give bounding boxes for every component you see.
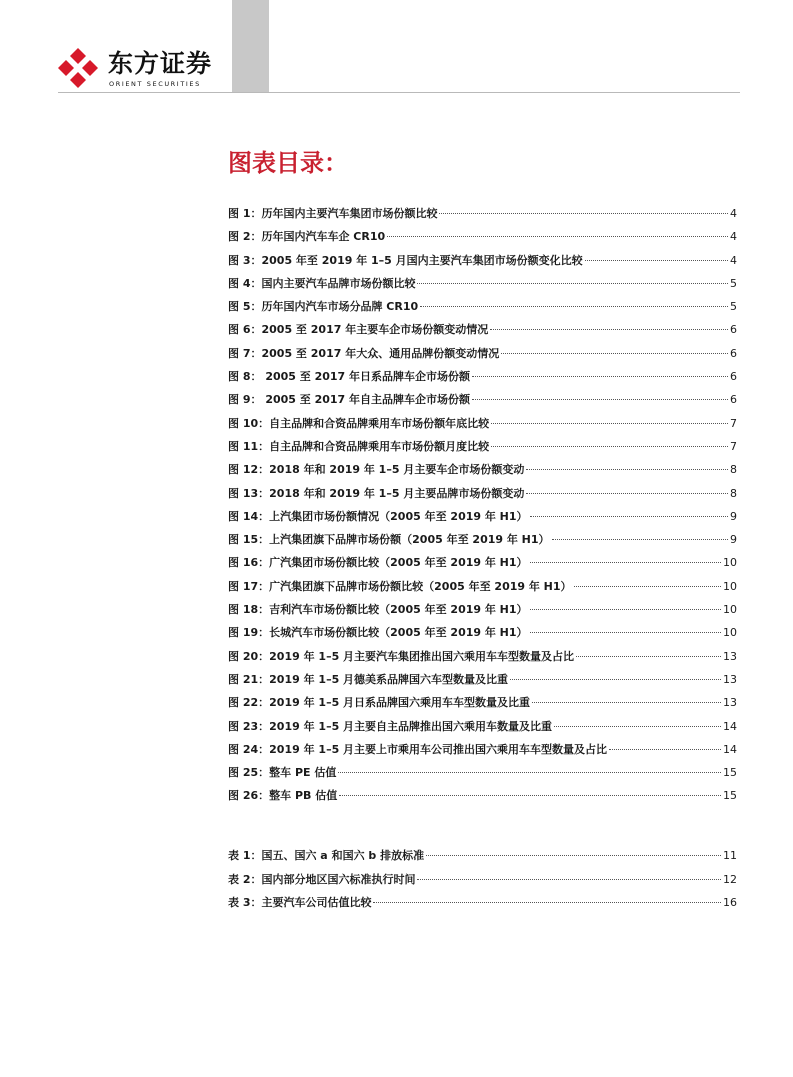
toc-title: 图表目录： [228,149,348,177]
toc-page-number: 10 [723,603,737,617]
toc-entry-label: 图 21：2019 年 1–5 月德美系品牌国六车型数量及比重 [228,672,509,686]
toc-entry-label: 图 20：2019 年 1–5 月主要汽车集团推出国六乘用车车型数量及占比 [228,649,575,663]
figure-toc-entry[interactable] [228,412,737,435]
figure-toc-entry[interactable] [228,784,737,807]
logo-petal-top [70,48,86,64]
toc-entry-label: 图 23：2019 年 1–5 月主要自主品牌推出国六乘用车数量及比重 [228,719,553,733]
figure-toc-entry[interactable] [228,272,737,295]
toc-entry-label: 图 26：整车 PB 估值 [228,789,338,803]
toc-dot-leader [532,702,721,703]
toc-page-number: 4 [730,230,737,244]
figure-toc-entry[interactable] [228,691,737,714]
toc-dot-leader [426,855,721,856]
toc-dot-leader [526,469,728,470]
figure-toc-entry[interactable] [228,575,737,598]
toc-entry-label: 图 19：长城汽车市场份额比较（2005 年至 2019 年 H1） [228,626,528,640]
toc-page-number: 5 [730,276,737,290]
toc-page-number: 13 [723,649,737,663]
toc-page-number: 12 [723,872,737,886]
figure-toc-entry[interactable] [228,202,737,225]
figure-toc-entry[interactable] [228,295,737,318]
toc-dot-leader [530,609,721,610]
toc-entry-label: 图 2：历年国内汽车车企 CR10 [228,230,386,244]
logo-petal-right [82,60,98,76]
toc-dot-leader [501,353,728,354]
figure-toc-entry[interactable] [228,528,737,551]
toc-entry-label: 图 1：历年国内主要汽车集团市场份额比较 [228,207,438,220]
toc-page-number: 11 [723,849,737,862]
toc-entry-label: 图 10：自主品牌和合资品牌乘用车市场份额年底比较 [228,416,490,430]
toc-page-number: 6 [730,370,737,384]
toc-entry-label: 图 22：2019 年 1–5 月日系品牌国六乘用车车型数量及比重 [228,696,531,710]
toc-page-number: 14 [723,742,737,756]
toc-page-number: 6 [730,323,737,337]
toc-dot-leader [585,260,728,261]
header-divider [58,92,740,93]
toc-dot-leader [576,656,721,657]
toc-entry-label: 图 24：2019 年 1–5 月主要上市乘用车公司推出国六乘用车车型数量及占比 [228,742,608,756]
toc-dot-leader [490,329,728,330]
toc-entry-label: 图 9： 2005 至 2017 年自主品牌车企市场份额 [228,393,471,407]
table-toc-entry[interactable] [228,844,737,868]
toc-page-number: 5 [730,300,737,314]
toc-page-number: 4 [730,253,737,267]
toc-dot-leader [417,283,728,284]
figure-list [228,202,737,808]
toc-dot-leader [554,726,721,727]
toc-entry-label: 图 6：2005 至 2017 年主要车企市场份额变动情况 [228,323,489,337]
toc-dot-leader [491,423,728,424]
toc-dot-leader [510,679,721,680]
toc-entry-label: 表 1：国五、国六 a 和国六 b 排放标准 [228,849,425,862]
toc-entry-label: 图 16：广汽集团市场份额比较（2005 年至 2019 年 H1） [228,556,528,570]
figure-toc-entry[interactable] [228,598,737,621]
toc-page-number: 15 [723,789,737,803]
toc-dot-leader [339,795,721,796]
toc-page-number: 6 [730,346,737,360]
logo-petal-bottom [70,72,86,88]
toc-dot-leader [439,213,728,214]
toc-page-number: 16 [723,896,737,909]
toc-page-number: 7 [730,416,737,430]
toc-dot-leader [526,493,728,494]
brand-subtitle: ORIENT SECURITIES [109,80,201,88]
toc-entry-label: 图 8： 2005 至 2017 年日系品牌车企市场份额 [228,370,471,384]
figure-toc-entry[interactable] [228,668,737,691]
table-toc-entry[interactable] [228,868,737,892]
toc-dot-leader [609,749,721,750]
toc-dot-leader [472,376,728,377]
toc-dot-leader [373,902,721,903]
logo-petal-left [58,60,74,76]
toc-page-number: 6 [730,393,737,407]
toc-dot-leader [472,399,728,400]
toc-entry-label: 图 25：整车 PE 估值 [228,766,337,780]
toc-entry-label: 图 13：2018 年和 2019 年 1–5 月主要品牌市场份额变动 [228,486,525,500]
toc-entry-label: 图 12：2018 年和 2019 年 1–5 月主要车企市场份额变动 [228,463,525,477]
toc-page-number: 7 [730,439,737,453]
figure-toc-entry[interactable] [228,388,737,411]
toc-entry-label: 图 15：上汽集团旗下品牌市场份额（2005 年至 2019 年 H1） [228,533,550,547]
orient-securities-logo-icon [56,46,100,90]
toc-dot-leader [530,516,728,517]
toc-dot-leader [574,586,721,587]
toc-page-number: 10 [723,579,737,593]
toc-entry-label: 图 5：历年国内汽车市场分品牌 CR10 [228,300,419,314]
toc-page-number: 10 [723,556,737,570]
toc-page-number: 15 [723,766,737,780]
toc-page-number: 14 [723,719,737,733]
toc-dot-leader [530,562,721,563]
header-gray-block [232,0,269,92]
toc-entry-label: 图 17：广汽集团旗下品牌市场份额比较（2005 年至 2019 年 H1） [228,579,572,593]
toc-entry-label: 图 7：2005 至 2017 年大众、通用品牌份额变动情况 [228,346,500,360]
toc-page-number: 10 [723,626,737,640]
figure-toc-entry[interactable] [228,715,737,738]
figure-toc-entry[interactable] [228,365,737,388]
toc-page-number: 9 [730,533,737,547]
toc-dot-leader [552,539,728,540]
toc-dot-leader [491,446,728,447]
toc-entry-label: 表 2：国内部分地区国六标准执行时间 [228,872,416,886]
toc-entry-label: 表 3：主要汽车公司估值比较 [228,896,372,909]
toc-dot-leader [417,879,721,880]
figure-toc-entry[interactable] [228,225,737,248]
toc-entry-label: 图 18：吉利汽车市场份额比较（2005 年至 2019 年 H1） [228,603,528,617]
toc-dot-leader [387,236,728,237]
figure-toc-entry[interactable] [228,645,737,668]
figure-toc-entry[interactable] [228,621,737,644]
toc-page-number: 8 [730,463,737,477]
table-list [228,844,737,915]
toc-entry-label: 图 14：上汽集团市场份额情况（2005 年至 2019 年 H1） [228,509,528,523]
toc-page-number: 13 [723,696,737,710]
toc-page-number: 8 [730,486,737,500]
toc-page-number: 9 [730,509,737,523]
toc-dot-leader [530,632,721,633]
figure-toc-entry[interactable] [228,342,737,365]
toc-dot-leader [338,772,721,773]
toc-entry-label: 图 11：自主品牌和合资品牌乘用车市场份额月度比较 [228,439,490,453]
figure-toc-entry[interactable] [228,318,737,341]
toc-page-number: 13 [723,672,737,686]
figure-toc-entry[interactable] [228,458,737,481]
toc-page-number: 4 [730,207,737,220]
figure-toc-entry[interactable] [228,435,737,458]
toc-entry-label: 图 3：2005 年至 2019 年 1–5 月国内主要汽车集团市场份额变化比较 [228,253,583,267]
figure-toc-entry[interactable] [228,738,737,761]
figure-toc-entry[interactable] [228,482,737,505]
figure-toc-entry[interactable] [228,761,737,784]
figure-toc-entry[interactable] [228,505,737,528]
toc-entry-label: 图 4：国内主要汽车品牌市场份额比较 [228,276,416,290]
toc-dot-leader [420,306,728,307]
brand-name: 东方证券 [108,49,213,78]
figure-toc-entry[interactable] [228,249,737,272]
figure-toc-entry[interactable] [228,551,737,574]
table-toc-entry[interactable] [228,891,737,915]
